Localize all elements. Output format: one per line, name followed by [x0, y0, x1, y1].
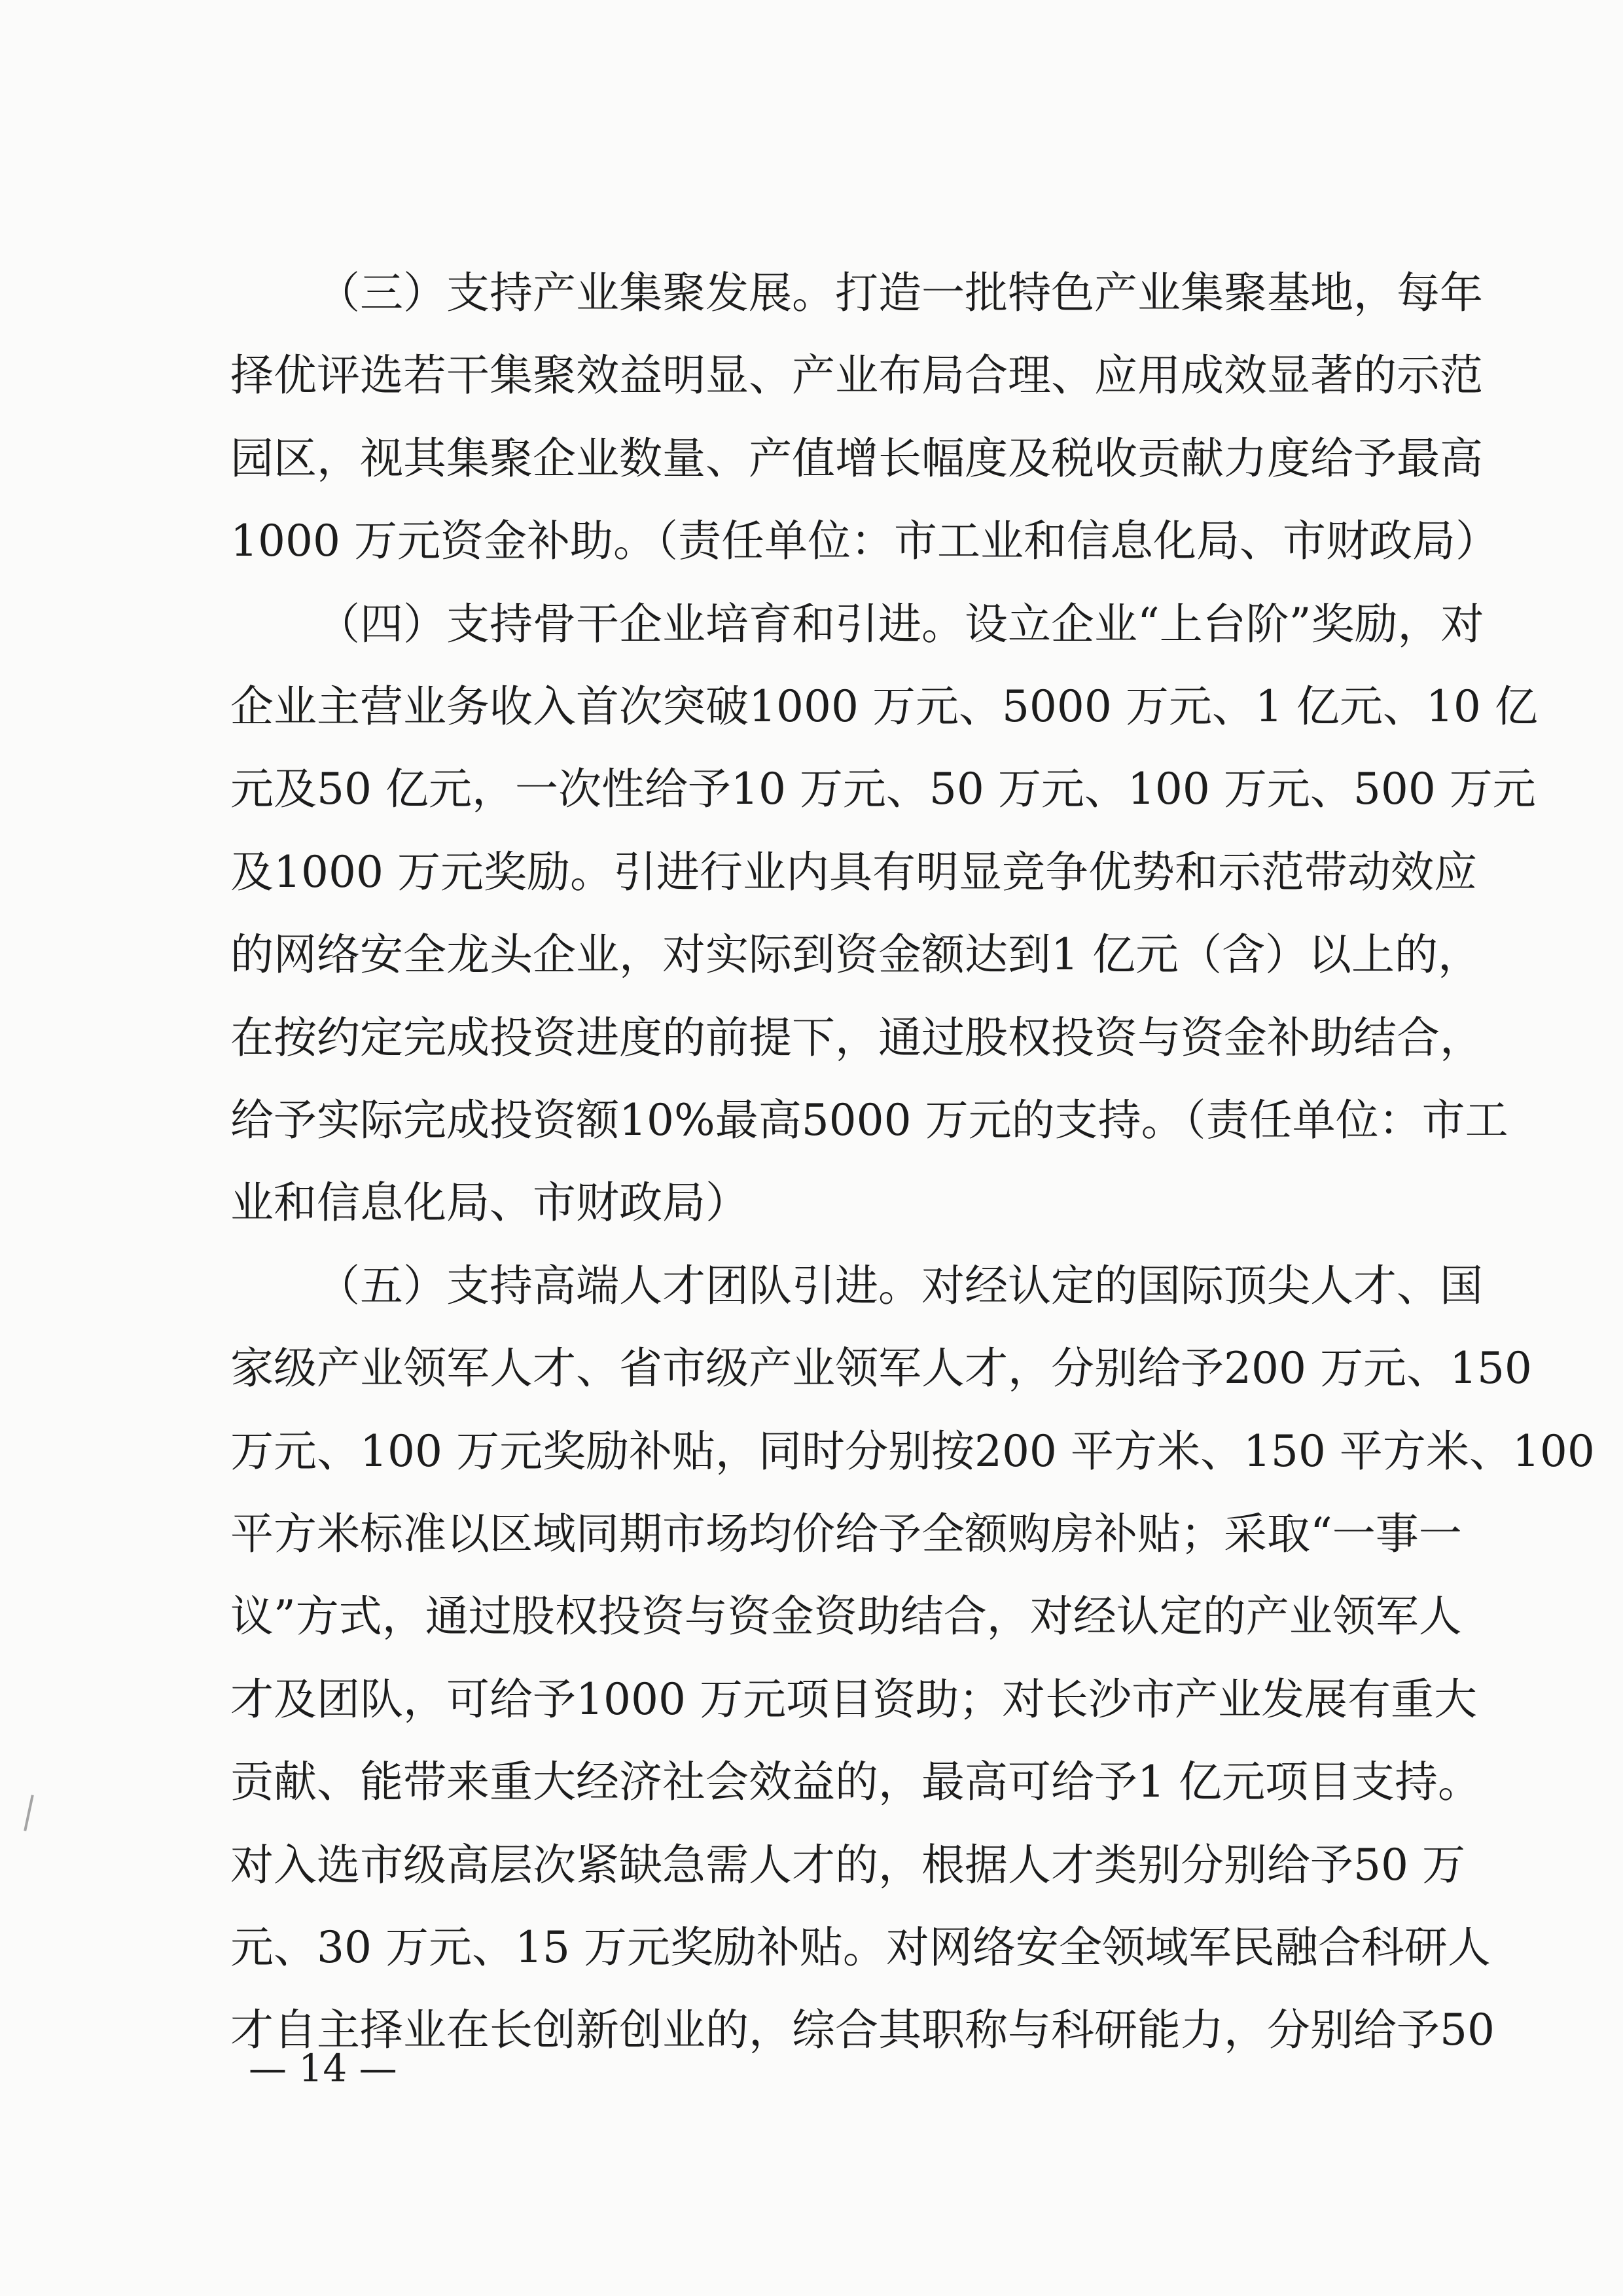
scan-mark [24, 1795, 34, 1831]
text-line: 给予实际完成投资额10%最高5000 万元的支持。（责任单位：市工 [230, 1095, 1508, 1145]
text-line: （三）支持产业集聚发展。打造一批特色产业集聚基地，每年 [317, 268, 1483, 318]
text-line: （五）支持高端人才团队引进。对经认定的国际顶尖人才、国 [317, 1261, 1483, 1311]
text-line: 的网络安全龙头企业，对实际到资金额达到1 亿元（含）以上的， [230, 929, 1481, 980]
text-line: 万元、100 万元奖励补贴，同时分别按200 平方米、150 平方米、100 [230, 1426, 1595, 1477]
text-line: 业和信息化局、市财政局） [230, 1177, 749, 1228]
page-number: — 14 — [249, 2046, 397, 2090]
text-line: 园区，视其集聚企业数量、产值增长幅度及税收贡献力度给予最高 [230, 433, 1483, 484]
text-line: 1000 万元资金补助。（责任单位：市工业和信息化局、市财政局） [230, 516, 1499, 566]
text-line: （四）支持骨干企业培育和引进。设立企业“上台阶”奖励，对 [317, 599, 1484, 649]
text-line: 对入选市级高层次紧缺急需人才的，根据人才类别分别给予50 万 [230, 1840, 1465, 1890]
text-line: 才及团队，可给予1000 万元项目资助；对长沙市产业发展有重大 [230, 1674, 1477, 1725]
text-line: 才自主择业在长创新创业的，综合其职称与科研能力，分别给予50 [230, 2005, 1495, 2055]
text-line: 及1000 万元奖励。引进行业内具有明显竞争优势和示范带动效应 [230, 847, 1477, 897]
text-line: 元及50 亿元，一次性给予10 万元、50 万元、100 万元、500 万元 [230, 764, 1536, 814]
text-line: 在按约定完成投资进度的前提下，通过股权投资与资金补助结合， [230, 1013, 1483, 1063]
text-line: 家级产业领军人才、省市级产业领军人才，分别给予200 万元、150 [230, 1343, 1532, 1393]
text-line: 企业主营业务收入首次突破1000 万元、5000 万元、1 亿元、10 亿 [230, 681, 1538, 732]
text-line: 议”方式，通过股权投资与资金资助结合，对经认定的产业领军人 [230, 1591, 1462, 1641]
text-line: 元、30 万元、15 万元奖励补贴。对网络安全领域军民融合科研人 [230, 1922, 1491, 1973]
text-line: 贡献、能带来重大经济社会效益的，最高可给予1 亿元项目支持。 [230, 1757, 1481, 1807]
text-line: 择优评选若干集聚效益明显、产业布局合理、应用成效显著的示范 [230, 350, 1483, 401]
text-line: 平方米标准以区域同期市场均价给予全额购房补贴；采取“一事一 [230, 1509, 1462, 1559]
